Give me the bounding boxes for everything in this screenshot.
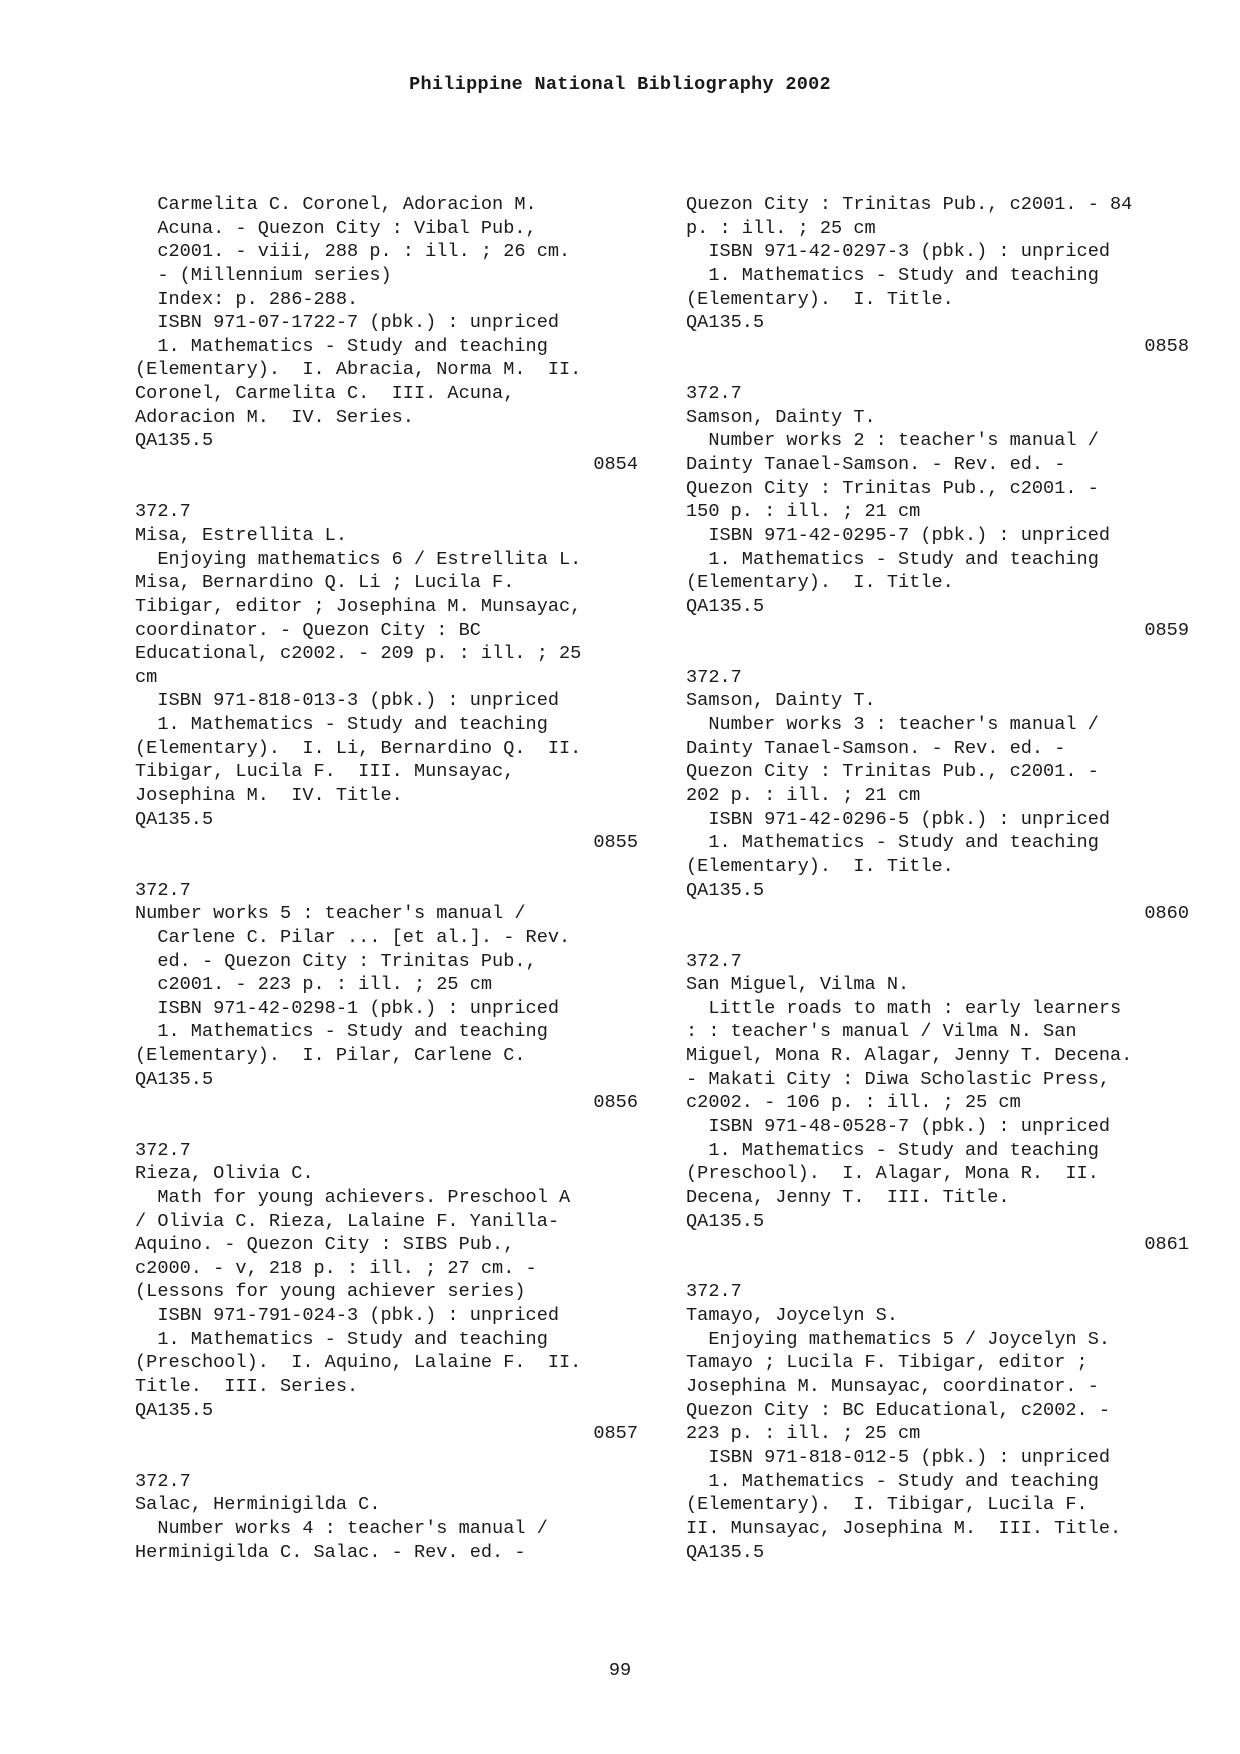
entry-line: QA135.5 xyxy=(135,808,214,830)
entry-spacer xyxy=(135,477,638,501)
entry-line: 372.7 xyxy=(135,501,191,523)
entry-line: Samson, Dainty T. xyxy=(686,690,876,712)
entry-line: Educational, c2002. - 209 p. : ill. ; 25 xyxy=(135,643,582,665)
entry-line: 1. Mathematics - Study and teaching xyxy=(135,1021,548,1043)
entry-line: (Lessons for young achiever series) xyxy=(135,1281,526,1303)
entry-line: Herminigilda C. Salac. - Rev. ed. - xyxy=(135,1541,526,1563)
entry-line: : : teacher's manual / Vilma N. San xyxy=(686,1021,1077,1043)
entry-line: 1. Mathematics - Study and teaching xyxy=(135,714,548,736)
entry-line: QA135.5 xyxy=(686,879,765,901)
entry-spacer xyxy=(135,855,638,879)
entry-line: Salac, Herminigilda C. xyxy=(135,1494,381,1516)
entry-line: QA135.5 xyxy=(686,312,765,334)
entry-line: 372.7 xyxy=(686,666,742,688)
entry-line: 1. Mathematics - Study and teaching xyxy=(135,1328,548,1350)
page-header-title: Philippine National Bibliography 2002 xyxy=(409,74,831,95)
entry-line: ISBN 971-818-013-3 (pbk.) : unpriced xyxy=(135,690,560,712)
entry-line: Quezon City : BC Educational, c2002. - xyxy=(686,1399,1111,1421)
left-column xyxy=(135,193,638,1564)
entry-line: ISBN 971-42-0295-7 (pbk.) : unpriced xyxy=(686,524,1111,546)
entry-number: 0854 xyxy=(593,454,638,476)
entry-spacer xyxy=(135,1115,638,1139)
entry-line: Tibigar, editor ; Josephina M. Munsayac, xyxy=(135,595,582,617)
entry-line: Samson, Dainty T. xyxy=(686,406,876,428)
entry-line: Aquino. - Quezon City : SIBS Pub., xyxy=(135,1234,515,1256)
entry-line: QA135.5 xyxy=(135,1068,214,1090)
entry-number: 0858 xyxy=(1144,335,1189,357)
entry-spacer xyxy=(135,1446,638,1470)
entry-line: (Elementary). I. Abracia, Norma M. II. xyxy=(135,359,582,381)
entry-line: Quezon City : Trinitas Pub., c2001. - xyxy=(686,477,1099,499)
entry-number: 0855 xyxy=(593,832,638,854)
entry-line: Carmelita C. Coronel, Adoracion M. xyxy=(135,194,537,215)
entry-line: Little roads to math : early learners xyxy=(686,997,1122,1019)
entry-line: ISBN 971-42-0298-1 (pbk.) : unpriced xyxy=(135,997,560,1019)
page-number: 99 xyxy=(608,1660,632,1681)
entry-line: c2001. - 223 p. : ill. ; 25 cm xyxy=(135,974,493,996)
entry-line: (Preschool). I. Aquino, Lalaine F. II. xyxy=(135,1352,582,1374)
entry-line: 372.7 xyxy=(135,1470,191,1492)
entry-line: San Miguel, Vilma N. xyxy=(686,974,910,996)
entry-line: Enjoying mathematics 6 / Estrellita L. xyxy=(135,548,582,570)
entry-line: Index: p. 286-288. xyxy=(135,288,359,310)
entry-line: 372.7 xyxy=(135,1139,191,1161)
entry-line: 1. Mathematics - Study and teaching xyxy=(686,1470,1099,1492)
entry-line: 372.7 xyxy=(135,879,191,901)
entry-line: 1. Mathematics - Study and teaching xyxy=(686,832,1099,854)
entry-number: 0856 xyxy=(593,1092,638,1114)
entry-line: Adoracion M. IV. Series. xyxy=(135,406,414,428)
entry-line: Misa, Estrellita L. xyxy=(135,524,348,546)
entry-line: / Olivia C. Rieza, Lalaine F. Yanilla- xyxy=(135,1210,560,1232)
entry-line: ISBN 971-791-024-3 (pbk.) : unpriced xyxy=(135,1305,560,1327)
entry-line: Coronel, Carmelita C. III. Acuna, xyxy=(135,383,515,405)
entry-line: Number works 4 : teacher's manual / xyxy=(135,1517,548,1539)
entry-line: 150 p. : ill. ; 21 cm xyxy=(686,501,921,523)
entry-line: Carlene C. Pilar ... [et al.]. - Rev. xyxy=(135,926,571,948)
entry-line: - (Millennium series) xyxy=(135,264,392,286)
entry-line: ISBN 971-48-0528-7 (pbk.) : unpriced xyxy=(686,1115,1111,1137)
entry-line: Enjoying mathematics 5 / Joycelyn S. xyxy=(686,1328,1111,1350)
entry-line: (Preschool). I. Alagar, Mona R. II. xyxy=(686,1163,1099,1185)
entry-spacer xyxy=(686,926,1189,950)
entry-line: QA135.5 xyxy=(135,1399,214,1421)
entry-line: Tibigar, Lucila F. III. Munsayac, xyxy=(135,761,515,783)
entry-line: cm xyxy=(135,666,158,688)
entry-line: QA135.5 xyxy=(135,430,214,452)
entry-line: 1. Mathematics - Study and teaching xyxy=(686,548,1099,570)
entry-line: 372.7 xyxy=(686,383,742,405)
entry-spacer xyxy=(686,642,1189,666)
entry-line: ed. - Quezon City : Trinitas Pub., xyxy=(135,950,537,972)
entry-line: QA135.5 xyxy=(686,595,765,617)
entry-line: Tamayo, Joycelyn S. xyxy=(686,1305,899,1327)
entry-line: ISBN 971-818-012-5 (pbk.) : unpriced xyxy=(686,1446,1111,1468)
entry-line: ISBN 971-07-1722-7 (pbk.) : unpriced xyxy=(135,312,560,334)
entry-line: Quezon City : Trinitas Pub., c2001. - xyxy=(686,761,1099,783)
entry-line: ISBN 971-42-0297-3 (pbk.) : unpriced xyxy=(686,241,1111,263)
entry-line: Title. III. Series. xyxy=(135,1376,359,1398)
entry-line: c2001. - viii, 288 p. : ill. ; 26 cm. xyxy=(135,241,571,263)
entry-line: Miguel, Mona R. Alagar, Jenny T. Decena. xyxy=(686,1045,1133,1067)
entry-line: 1. Mathematics - Study and teaching xyxy=(686,1139,1099,1161)
entry-line: QA135.5 xyxy=(686,1210,765,1232)
entry-line: (Elementary). I. Title. xyxy=(686,288,954,310)
entry-line: 202 p. : ill. ; 21 cm xyxy=(686,785,921,807)
entry-line: (Elementary). I. Title. xyxy=(686,572,954,594)
entry-line: p. : ill. ; 25 cm xyxy=(686,217,876,239)
entry-line: c2000. - v, 218 p. : ill. ; 27 cm. - xyxy=(135,1257,537,1279)
entry-line: Number works 2 : teacher's manual / xyxy=(686,430,1099,452)
entry-line: 1. Mathematics - Study and teaching xyxy=(135,335,548,357)
entry-line: Misa, Bernardino Q. Li ; Lucila F. xyxy=(135,572,515,594)
entry-line: Dainty Tanael-Samson. - Rev. ed. - xyxy=(686,454,1066,476)
entry-line: ISBN 971-42-0296-5 (pbk.) : unpriced xyxy=(686,808,1111,830)
entry-line: QA135.5 xyxy=(686,1541,765,1563)
entry-line: Math for young achievers. Preschool A xyxy=(135,1186,571,1208)
entry-number: 0859 xyxy=(1144,619,1189,641)
entry-line: Josephina M. IV. Title. xyxy=(135,785,403,807)
entry-line: 372.7 xyxy=(686,1281,742,1303)
entry-line: 372.7 xyxy=(686,950,742,972)
entry-line: Quezon City : Trinitas Pub., c2001. - 84 xyxy=(686,194,1133,215)
right-column xyxy=(686,193,1189,1564)
entry-line: - Makati City : Diwa Scholastic Press, xyxy=(686,1068,1111,1090)
entry-number: 0857 xyxy=(593,1423,638,1445)
entry-number: 0860 xyxy=(1144,903,1189,925)
entry-number: 0861 xyxy=(1144,1234,1189,1256)
entry-line: Rieza, Olivia C. xyxy=(135,1163,314,1185)
entry-line: coordinator. - Quezon City : BC xyxy=(135,619,481,641)
entry-line: (Elementary). I. Li, Bernardino Q. II. xyxy=(135,737,582,759)
entry-line: Decena, Jenny T. III. Title. xyxy=(686,1186,1010,1208)
entry-line: II. Munsayac, Josephina M. III. Title. xyxy=(686,1517,1122,1539)
entry-line: Dainty Tanael-Samson. - Rev. ed. - xyxy=(686,737,1066,759)
entry-line: Josephina M. Munsayac, coordinator. - xyxy=(686,1376,1099,1398)
entry-line: (Elementary). I. Pilar, Carlene C. xyxy=(135,1045,526,1067)
entry-line: 223 p. : ill. ; 25 cm xyxy=(686,1423,921,1445)
entry-spacer xyxy=(686,1257,1189,1281)
entry-line: (Elementary). I. Title. xyxy=(686,855,954,877)
entry-line: Acuna. - Quezon City : Vibal Pub., xyxy=(135,217,537,239)
entry-line: Number works 3 : teacher's manual / xyxy=(686,714,1099,736)
entry-spacer xyxy=(686,358,1189,382)
entry-line: (Elementary). I. Tibigar, Lucila F. xyxy=(686,1494,1088,1516)
entry-line: Tamayo ; Lucila F. Tibigar, editor ; xyxy=(686,1352,1088,1374)
entry-line: Number works 5 : teacher's manual / xyxy=(135,903,526,925)
entry-line: c2002. - 106 p. : ill. ; 25 cm xyxy=(686,1092,1021,1114)
entry-line: 1. Mathematics - Study and teaching xyxy=(686,264,1099,286)
